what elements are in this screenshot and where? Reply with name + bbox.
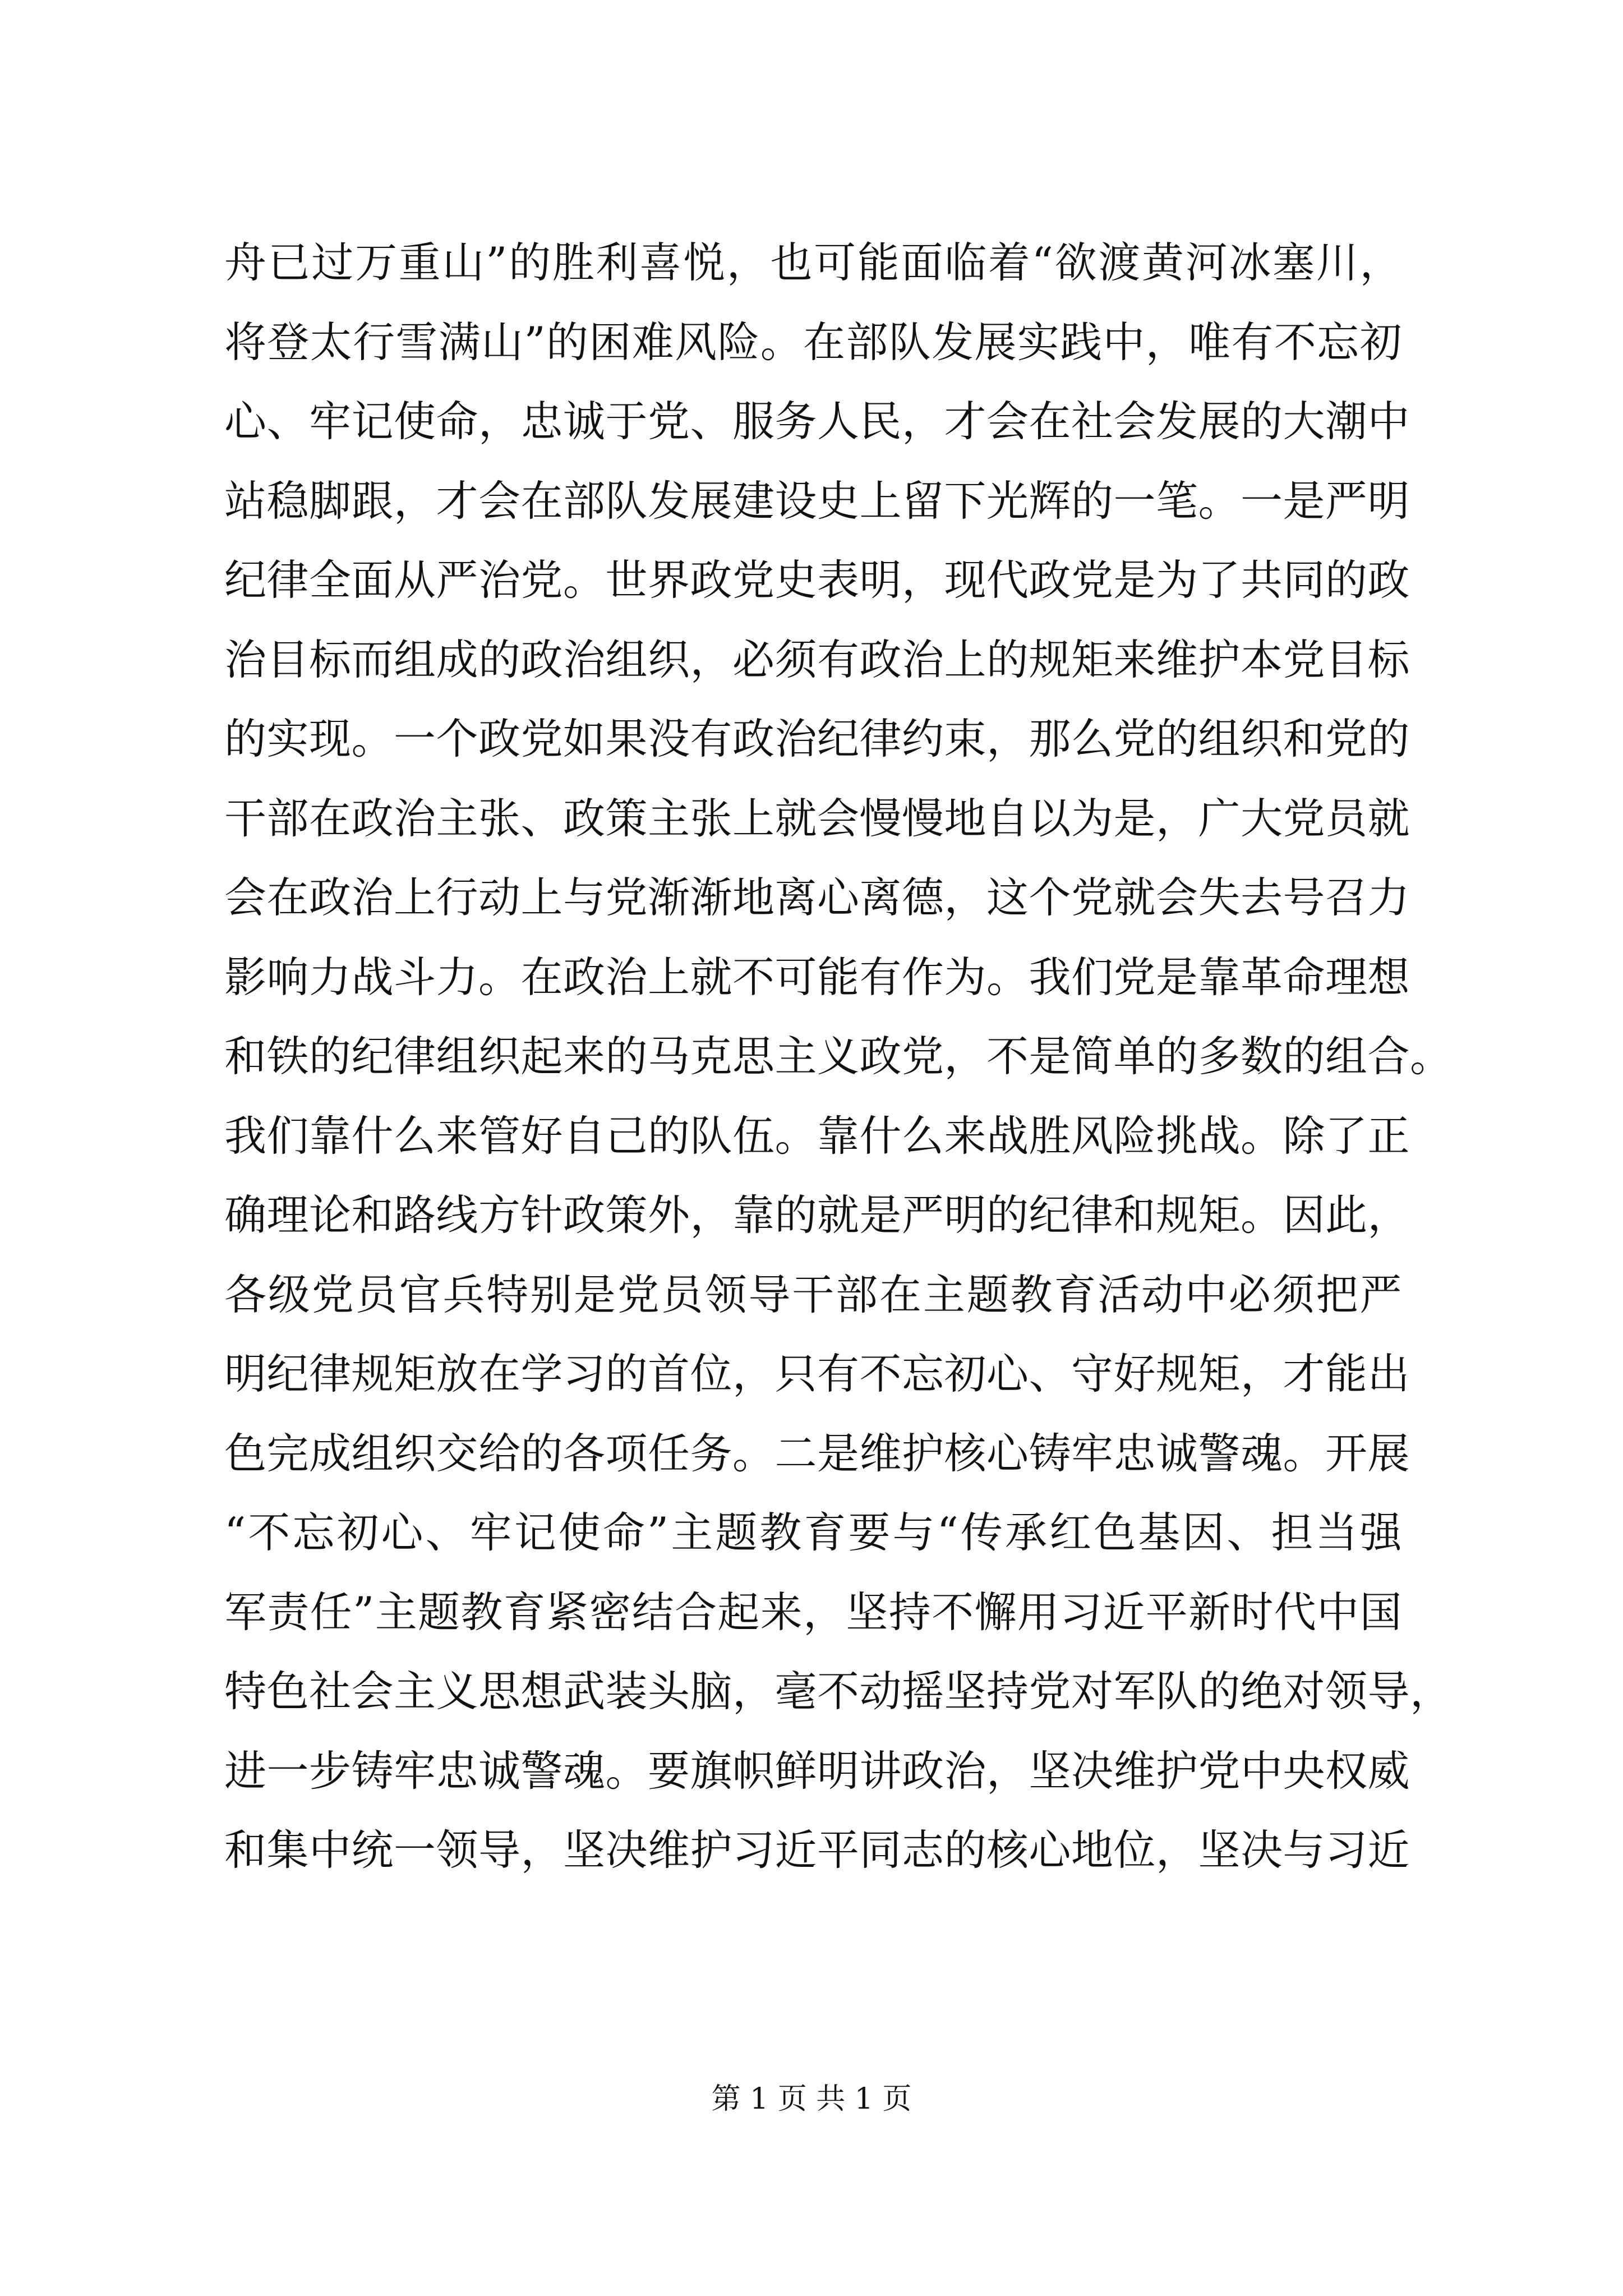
text-line: 进一步铸牢忠诚警魂。要旗帜鲜明讲政治，坚决维护党中央权威 xyxy=(224,1746,1410,1796)
text-line: 和铁的纪律组织起来的马克思主义政党，不是简单的多数的组合。 xyxy=(224,1032,1453,1081)
text-line: 各级党员官兵特别是党员领导干部在主题教育活动中必须把严 xyxy=(224,1269,1402,1319)
body-text xyxy=(224,223,1453,1890)
text-line: “不忘初心、牢记使命”主题教育要与“传承红色基因、担当强 xyxy=(224,1508,1402,1557)
text-line: 舟已过万重山”的胜利喜悦，也可能面临着“欲渡黄河冰塞川， xyxy=(224,238,1402,287)
text-line: 会在政治上行动上与党渐渐地离心离德，这个党就会失去号召力 xyxy=(224,873,1410,922)
text-line: 确理论和路线方针政策外，靠的就是严明的纪律和规矩。因此， xyxy=(224,1190,1410,1240)
text-line: 纪律全面从严治党。世界政党史表明，现代政党是为了共同的政 xyxy=(224,555,1410,605)
text-line: 明纪律规矩放在学习的首位，只有不忘初心、守好规矩，才能出 xyxy=(224,1349,1410,1398)
text-line: 军责任”主题教育紧密结合起来，坚持不懈用习近平新时代中国 xyxy=(224,1587,1402,1637)
text-line: 色完成组织交给的各项任务。二是维护核心铸牢忠诚警魂。开展 xyxy=(224,1428,1410,1478)
text-line: 将登太行雪满山”的困难风险。在部队发展实践中，唯有不忘初 xyxy=(224,317,1402,367)
text-line: 治目标而组成的政治组织，必须有政治上的规矩来维护本党目标 xyxy=(224,634,1410,684)
text-line: 心、牢记使命，忠诚于党、服务人民，才会在社会发展的大潮中 xyxy=(224,397,1410,446)
text-line: 站稳脚跟，才会在部队发展建设史上留下光辉的一笔。一是严明 xyxy=(224,476,1410,526)
page-footer: 第 1 页 共 1 页 xyxy=(711,2082,912,2116)
text-line: 特色社会主义思想武装头脑，毫不动摇坚持党对军队的绝对领导， xyxy=(224,1667,1453,1716)
text-line: 影响力战斗力。在政治上就不可能有作为。我们党是靠革命理想 xyxy=(224,952,1410,1002)
text-line: 我们靠什么来管好自己的队伍。靠什么来战胜风险挑战。除了正 xyxy=(224,1111,1410,1161)
text-line: 的实现。一个政党如果没有政治纪律约束，那么党的组织和党的 xyxy=(224,714,1410,763)
text-line: 和集中统一领导，坚决维护习近平同志的核心地位，坚决与习近 xyxy=(224,1825,1410,1875)
text-line: 干部在政治主张、政策主张上就会慢慢地自以为是，广大党员就 xyxy=(224,793,1410,843)
